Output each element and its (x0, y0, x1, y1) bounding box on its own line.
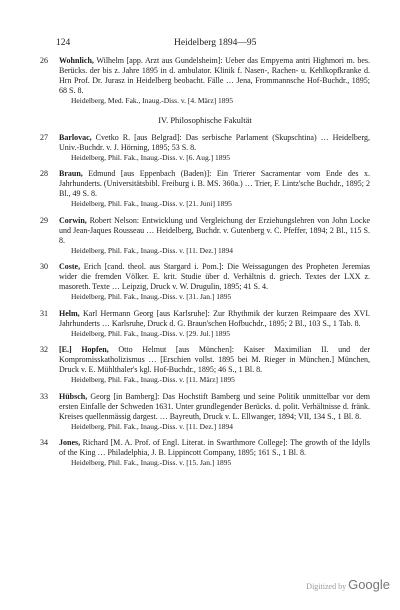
entry-note: Heidelberg, Phil. Fak., Inaug.-Diss. v. [11. Dez.] 1894 (71, 421, 233, 431)
entry-author: Braun, (59, 169, 83, 178)
entry-author: Jones, (59, 438, 81, 447)
entry-note: Heidelberg, Phil. Fak., Inaug.-Diss. v. [29. Jul.] 1895 (71, 328, 230, 338)
entry (40, 133, 370, 163)
entry (40, 169, 370, 209)
entry-number: 27 (40, 132, 48, 142)
entry-body (59, 309, 370, 329)
entry-body (59, 56, 370, 96)
entry-text: Wilhelm [app. Arzt aus Gundelsheim]: Ueber das Empyema antri Highmori m. bes. Berücks. der bis z. Jahre 1895 in d. ambulator. Klinik f. Nasen-, Rachen- u. Kehlkopfkranke d. Hrn Prof. Dr. Jurasz in Heidelberg beobacht. Fälle … Jena, Frommannsche Hof-Buchdr., 1895; 68 S. 8. (59, 56, 371, 95)
entry-number: 32 (40, 345, 48, 354)
entry (40, 392, 370, 432)
entry-number: 30 (40, 262, 48, 271)
entry-author: Coste, (59, 262, 81, 271)
entry-note: Heidelberg, Phil. Fak., Inaug.-Diss. v. [15. Jan.] 1895 (71, 458, 232, 467)
entry-text: Erich [cand. theol. aus Stargard i. Pom.]: Die Weissagungen des Propheten Jeremias wider die fremden Völker. E. krit. Studie über d. Verhältnis d. griech. Textes der LXX z. masoreth. Texte … Leipzig, Druck v. W. Drugulin, 1895; 41 S. 4. (59, 262, 370, 291)
entry-text: Georg [in Bamberg]: Das Hochstift Bamberg und seine Politik unmittelbar vor dem ersten Einfalle der Schweden 1631. Unter grundlegender Berücks. d. polit. Verhältnisse d. fränk. Kreises quellenmässig dargest. … Bayreuth, Druck v. L. Ellwanger, 1894; VII, 134 S., 1 Bl. 8. (59, 391, 370, 421)
entry-note: Heidelberg, Phil. Fak., Inaug.-Diss. v. [21. Juni] 1895 (71, 199, 232, 208)
google-logo: Google (348, 577, 390, 592)
digitization-watermark (306, 577, 390, 592)
entry (40, 438, 370, 468)
entry-note: Heidelberg, Med. Fak., Inaug.-Diss. v. [4. März] 1895 (71, 96, 234, 105)
entry-author: Hübsch, (59, 391, 88, 401)
entry-body (59, 169, 370, 199)
entry-note: Heidelberg, Phil. Fak., Inaug.-Diss. v. [6. Aug.] 1895 (71, 152, 230, 162)
watermark-prefix: Digitized by (306, 582, 347, 591)
entry-note: Heidelberg, Phil. Fak., Inaug.-Diss. v. [11. März] 1895 (71, 375, 235, 384)
entry-author: Helm, (59, 308, 80, 318)
entry (40, 56, 370, 106)
entry-list (40, 56, 370, 475)
entry-number: 34 (40, 438, 48, 447)
entry-note: Heidelberg, Phil. Fak., Inaug.-Diss. v. [31. Jan.] 1895 (71, 292, 232, 301)
entry-text: Robert Nelson: Entwicklung und Vergleichung der Erziehungslehren von John Locke und Jean-Jaques Rousseau … Heidelberg, Buchdr. v. Gutenberg v. C. Pfeffer, 1894; 2 Bl., 115 S. 8. (59, 215, 371, 245)
entry-author: Corwin, (59, 215, 87, 225)
section-heading: IV. Philosophische Fakultät (158, 114, 252, 125)
entry-note: Heidelberg, Phil. Fak., Inaug.-Diss. v. [11. Dez.] 1894 (71, 245, 233, 255)
entry-text: Karl Hermann Georg [aus Karlsruhe]: Zur Rhythmik der kurzen Reimpaare des XVI. Jahrhunderts … Karlsruhe, Druck d. G. Braun'schen Hofbuchdr., 1895; 2 Bl., 103 S., 1 Tab. 8. (59, 308, 371, 328)
entry-body (59, 438, 370, 458)
entry-number: 31 (40, 308, 48, 318)
entry-text: Richard [M. A. Prof. of Engl. Literat. in Swarthmore College]: The growth of the Idylls of the King … Philadelphia, J. B. Lippincott Company, 1895; 161 S., 1 Bl. 8. (59, 438, 370, 457)
entry-body (59, 133, 370, 153)
entry-body (59, 262, 370, 292)
entry-number: 33 (40, 391, 48, 401)
entry-number: 28 (40, 169, 48, 178)
entry-number: 29 (40, 215, 48, 225)
entry-author: Wohnlich, (59, 56, 94, 65)
entry (40, 309, 370, 339)
entry (40, 262, 370, 302)
entry-number: 26 (40, 56, 48, 65)
entry-author: Barlovac, (59, 132, 92, 142)
running-title: Heidelberg 1894—95 (174, 38, 257, 48)
entry (40, 345, 370, 385)
entry-body (59, 216, 370, 246)
entry-text: Cvetko R. [aus Belgrad]: Das serbische Parlament (Skupschtina) … Heidelberg, Univ.-Buchdr. v. J. Hörning, 1895; 53 S. 8. (59, 132, 371, 152)
entry-author: [E.] Hopfen, (59, 345, 109, 354)
entry-text: Edmund [aus Eppenbach (Baden)]: Ein Trierer Sacramentar vom Ende des x. Jahrhunderts. (Universitätsbibl. Freiburg i. B. MS. 360a.) … Trier, F. Lintz'sche Buchdr., 1895; 2 Bl., 49 S. 8. (59, 169, 370, 198)
entry (40, 216, 370, 256)
entry-text: Otto Helmut [aus München]: Kaiser Maximilian II. und der Kompromisskatholizismus … [Erschien vollst. 1895 bei M. Rieger in München.] München, Druck v. E. Mühlthaler's kgl. Hof-Buchdr., 1895; 46 S., 1 Bl. 8. (59, 345, 371, 374)
entry-body (59, 392, 370, 422)
entry-body (59, 345, 370, 375)
page-number: 124 (56, 38, 71, 48)
